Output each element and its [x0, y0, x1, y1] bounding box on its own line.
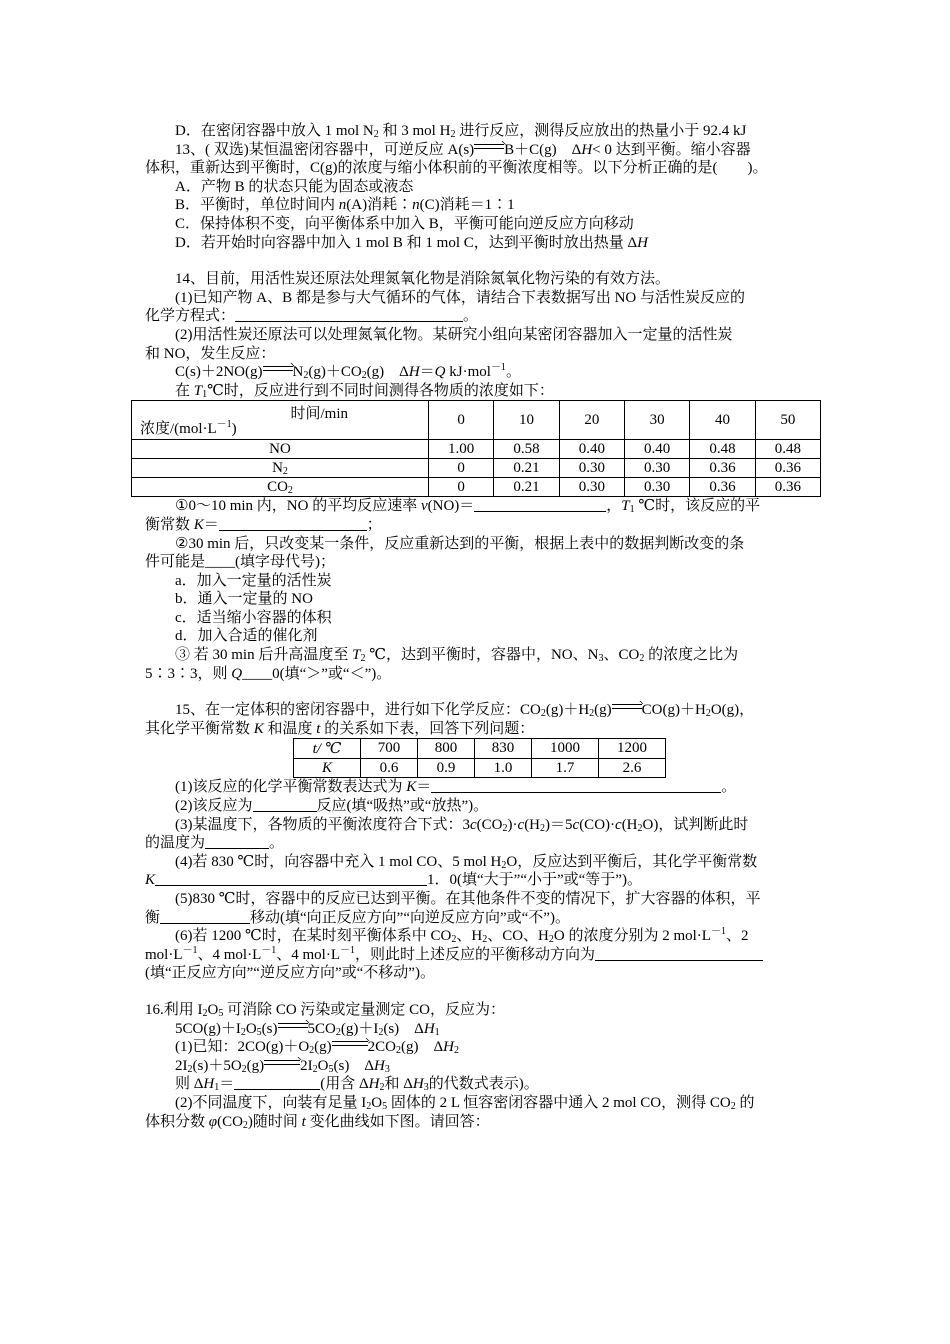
q13-stem-cont: 体积，重新达到平衡时，C(g)的浓度与缩小体积前的平衡浓度相等。以下分析正确的是( )。 — [145, 160, 768, 177]
table-time-header: 0 — [429, 401, 494, 440]
q15-part6-cont: $mol\cdot L^{-1}$、4 $mol\cdot L^{-1}$、4 $mol\cdot L^{-1}$，则此时上述反应的平衡移动方向为 — [145, 946, 825, 965]
row-label: $N_2$ — [132, 459, 429, 478]
q14-sub3: ③ 若 30 min 后升高温度至 $T_2$ ℃，达到平衡时，容器中，NO、$N_3$、$CO_2$ 的浓度之比为 — [175, 647, 739, 665]
q16-equation3: $2I_2(s)+5O_2(g)$ $2I_2O_5(s)$ $\Delta H_3$ — [175, 1057, 390, 1075]
q15-stem-cont: 其化学平衡常数 K 和温度 t 的关系如下表，回答下列问题： — [145, 720, 535, 737]
table-cell: 0.36 — [755, 478, 820, 497]
answer-blank[interactable] — [235, 307, 463, 322]
answer-blank[interactable] — [431, 778, 721, 793]
q14-option-a: a．加入一定量的活性炭 — [175, 572, 332, 589]
answer-blank[interactable] — [474, 497, 606, 512]
equilibrium-arrow-icon — [332, 1040, 368, 1050]
answer-blank[interactable] — [155, 871, 427, 886]
q14-part2-cont: 和 NO，发生反应： — [145, 345, 276, 362]
q14-part1-answer: 化学方程式： 。 — [145, 308, 479, 325]
table-header: K — [294, 759, 361, 778]
equilibrium-constant-table — [293, 738, 666, 778]
q13-stem: 13、( 双选)某恒温密闭容器中，可逆反应 A(s) B＋C(g) ΔH< 0 达到平衡。缩小容器 — [175, 141, 751, 158]
equilibrium-arrow-icon — [263, 365, 293, 375]
table-time-header: 40 — [690, 401, 755, 440]
q13-option-b: B．平衡时，单位时间内 n(A)消耗∶n(C)消耗＝1∶1 — [175, 197, 515, 214]
table-cell: 0.30 — [624, 478, 689, 497]
q14-sub2: ②30 min 后，只改变某一条件，反应重新达到的平衡，根据上表中的数据判断改变的条 — [175, 535, 745, 552]
table-cell: 0.36 — [690, 478, 755, 497]
answer-blank[interactable] — [205, 834, 269, 849]
table-cell: 0.36 — [690, 459, 755, 478]
answer-blank[interactable] — [253, 797, 317, 812]
q15-part3-cont: 的温度为 。 — [145, 835, 285, 852]
table-cell: 0 — [429, 478, 494, 497]
table-cell: 700 — [361, 739, 418, 759]
table-cell: 0.48 — [755, 440, 820, 459]
table-row — [132, 440, 821, 459]
table-cell: 0.6 — [361, 759, 418, 778]
q16-part1: (1)已知：$2CO(g)+O_2(g)$ $2CO_2(g)$ $\Delta H_2$ — [175, 1039, 459, 1057]
q14-stem: 14、目前，用活性炭还原法处理氮氧化物是消除氮氧化物污染的有效方法。 — [175, 271, 671, 288]
table-time-header: 10 — [494, 401, 559, 440]
table-cell: 0.9 — [418, 759, 475, 778]
q14-sub1: ①0～10 min 内，NO 的平均反应速率 v(NO)＝ ，$T_1$ ℃时，该反应的平 — [175, 498, 761, 516]
q14-part2: (2)用活性炭还原法可以处理氮氧化物。某研究小组向某密闭容器加入一定量的活性炭 — [175, 326, 733, 343]
q12-option-d: D．在密闭容器中放入 1 mol $N_2$ 和 3 mol $H_2$ 进行反应，测得反应放出的热量小于 92.4 kJ — [175, 123, 747, 140]
q16-equation1: $5CO(g)+I_2O_5(s)$ $5CO_2(g)+I_2(s)$ $\Delta H_1$ — [175, 1020, 440, 1038]
table-row — [132, 478, 821, 497]
table-cell: 0.21 — [494, 478, 559, 497]
table-cell: 0.30 — [559, 478, 624, 497]
q13-option-a: A．产物 B 的状态只能为固态或液态 — [175, 178, 414, 195]
table-cell: 0.36 — [755, 459, 820, 478]
row-label: NO — [132, 440, 429, 459]
table-row — [132, 459, 821, 478]
table-cell: 0.21 — [494, 459, 559, 478]
q15-part5: (5)830 ℃时，容器中的反应已达到平衡。在其他条件不变的情况下，扩大容器的体积，平 — [175, 891, 761, 907]
equilibrium-arrow-icon — [264, 1059, 300, 1069]
q15-part5-cont: 衡 移动(填“向正反应方向”“向逆反应方向”或“不”)。 — [145, 909, 570, 926]
q16-part2: (2)不同温度下，向装有足量 $I_2O_5$ 固体的 2 L 恒容密闭容器中通入 2 mol CO，测得 $CO_2$ 的 — [175, 1094, 755, 1112]
table-time-header: 50 — [755, 401, 820, 440]
table-cell: 0 — [429, 459, 494, 478]
q15-part3: (3)某温度下，各物质的平衡浓度符合下式：$3c(CO_2)\cdot c(H_2)=5c(CO)\cdot c(H_2O)$，试判断此时 — [175, 816, 749, 834]
table-cell: 0.48 — [690, 440, 755, 459]
equilibrium-arrow-icon — [474, 143, 504, 153]
q15-part6-cont2: (填“正反应方向”“逆反应方向”或“不移动”)。 — [145, 965, 435, 982]
q14-option-b: b．通入一定量的 NO — [175, 591, 313, 608]
table-cell: 1000 — [532, 739, 599, 759]
q15-part2: (2)该反应为 反应(填“吸热”或“放热”)。 — [175, 798, 489, 815]
table-cell: 1.0 — [475, 759, 532, 778]
table-cell: 0.30 — [559, 459, 624, 478]
q14-sub2-cont: 件可能是____(填字母代号)； — [145, 554, 335, 571]
q14-sub3-cont: 5∶3∶3，则 Q____0(填“＞”或“＜”)。 — [145, 665, 392, 682]
row-label: $CO_2$ — [132, 478, 429, 497]
q14-table-intro: 在 $T_1℃$时，反应进行到不同时间测得各物质的浓度如下： — [175, 382, 554, 400]
q14-part1: (1)已知产物 A、B 都是参与大气循环的气体，请结合下表数据写出 NO 与活性炭反应的 — [175, 289, 745, 306]
q15-part6: (6)若 1200 ℃时，在某时刻平衡体系中 $CO_2$、$H_2$、CO、$H_2O$ 的浓度分别为 2 $mol\cdot L^{-1}$、2 — [175, 926, 749, 946]
answer-blank[interactable] — [160, 909, 250, 924]
table-time-header: 20 — [559, 401, 624, 440]
table-corner-header: 时间/min 浓度$/(mol\cdot L^{-1})$ — [132, 401, 429, 440]
q15-part4: (4)若 830 ℃时，向容器中充入 1 mol CO、5 mol $H_2O$，反应达到平衡后，其化学平衡常数 — [175, 853, 758, 871]
q16-part2-cont: 体积分数 $\varphi(CO_2)$随时间 t 变化曲线如下图。请回答： — [145, 1113, 490, 1131]
table-cell: 1.00 — [429, 440, 494, 459]
q14-option-d: d．加入合适的催化剂 — [175, 628, 318, 645]
equilibrium-arrow-icon — [278, 1022, 308, 1032]
table-cell: 830 — [475, 739, 532, 759]
concentration-table — [131, 400, 821, 497]
table-cell: 800 — [418, 739, 475, 759]
table-header: t/ ℃ — [294, 739, 361, 759]
q16-stem: 16.利用 $I_2O_5$ 可消除 CO 污染或定量测定 CO，反应为： — [145, 1001, 506, 1019]
q14-option-c: c．适当缩小容器的体积 — [175, 609, 332, 626]
equilibrium-arrow-icon — [612, 703, 642, 713]
answer-blank[interactable] — [234, 1075, 320, 1090]
q15-part4-cont: K 1．0(填“大于”“小于”或“等于”)。 — [145, 872, 642, 889]
table-cell: 1.7 — [532, 759, 599, 778]
answer-blank[interactable] — [595, 946, 763, 961]
answer-blank[interactable] — [219, 516, 367, 531]
q14-sub1-cont: 衡常数 K＝ ； — [145, 516, 382, 533]
table-cell: 0.58 — [494, 440, 559, 459]
table-cell: 1200 — [599, 739, 666, 759]
q15-stem: 15、在一定体积的密闭容器中，进行如下化学反应：$CO_2(g)+H_2(g)$ $CO(g)+H_2O(g)$， — [175, 702, 755, 720]
q15-part1: (1)该反应的化学平衡常数表达式为 K＝ 。 — [175, 779, 737, 796]
table-time-header: 30 — [624, 401, 689, 440]
document-page — [140, 122, 825, 1131]
table-cell: 0.40 — [624, 440, 689, 459]
q13-option-c: C．保持体积不变，向平衡体系中加入 B，平衡可能向逆反应方向移动 — [175, 215, 634, 232]
q16-part1-answer: 则 $\Delta H_1=$ (用含 $\Delta H_2$和 $\Delta H_3$的代数式表示)。 — [175, 1076, 539, 1094]
table-cell: 0.30 — [624, 459, 689, 478]
table-cell: 0.40 — [559, 440, 624, 459]
q13-option-d: D．若开始时向容器中加入 1 mol B 和 1 mol C，达到平衡时放出热量 ΔH — [175, 234, 649, 251]
table-cell: 2.6 — [599, 759, 666, 778]
q14-equation: C(s)＋2NO(g) $N_2(g)+CO_2(g)$ ΔH＝Q kJ·mol$^{-1}$。 — [175, 362, 521, 382]
